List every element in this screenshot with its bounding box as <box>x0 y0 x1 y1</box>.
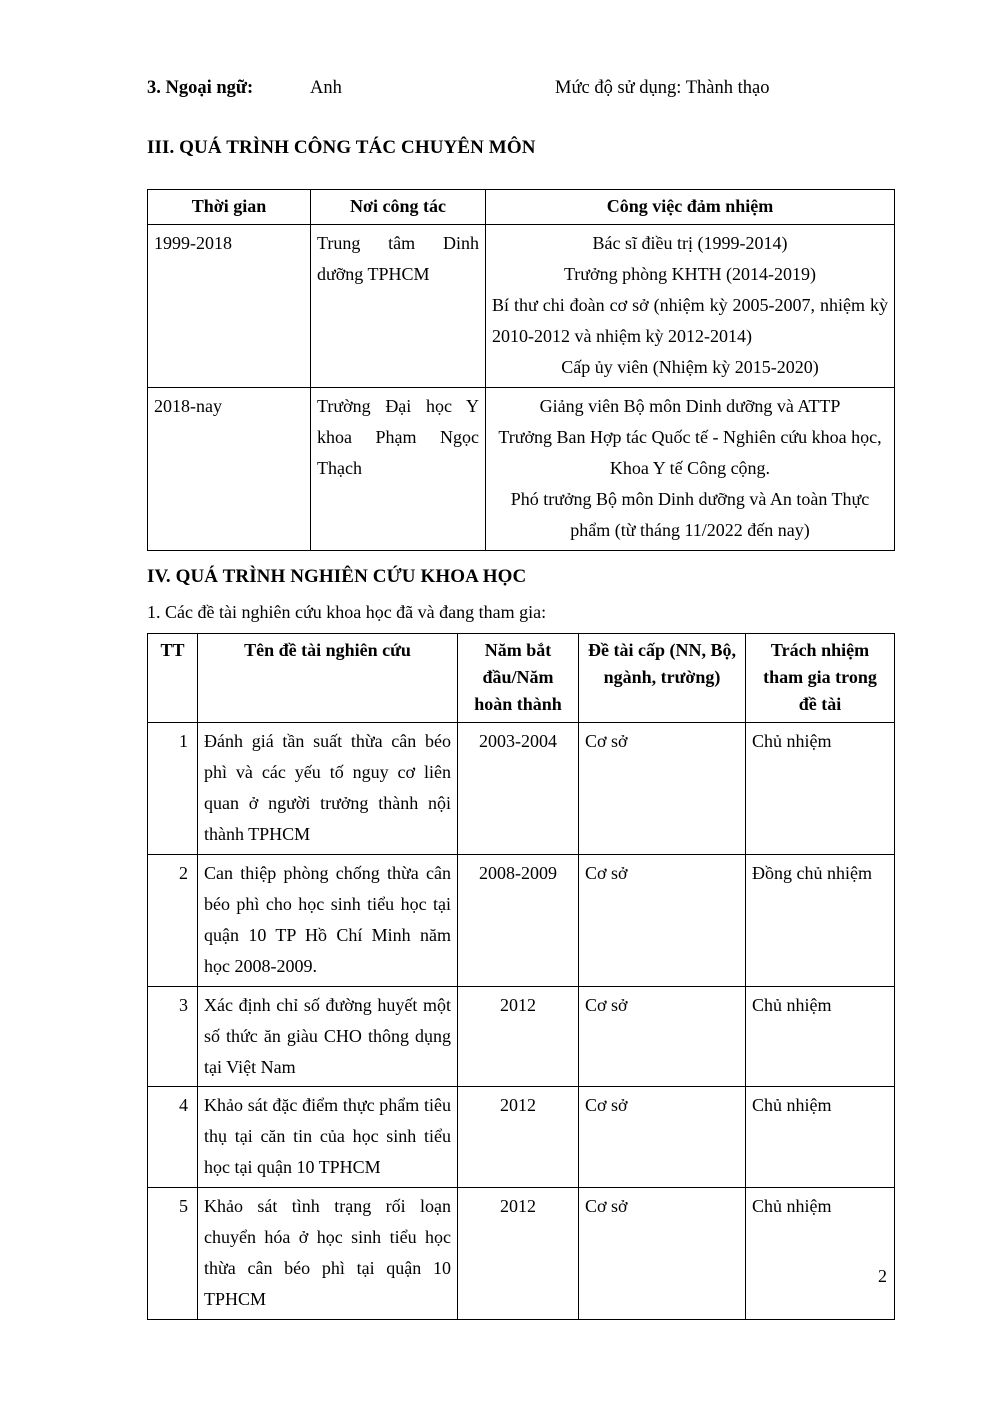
table-row <box>148 986 895 1087</box>
cell-level: Cơ sở <box>579 723 746 855</box>
cell-index: 5 <box>148 1188 198 1320</box>
page-number: 2 <box>878 1266 887 1286</box>
duty-line: Giảng viên Bộ môn Dinh dưỡng và ATTP <box>539 395 841 416</box>
cell-index: 3 <box>148 986 198 1087</box>
table-header-row <box>148 634 895 723</box>
cell-years: 2008-2009 <box>458 854 579 986</box>
column-header-level: Đề tài cấp (NN, Bộ, ngành, trường) <box>579 634 746 723</box>
cell-index: 1 <box>148 723 198 855</box>
cell-index: 4 <box>148 1087 198 1188</box>
cell-responsibility: Đồng chủ nhiệm <box>746 854 895 986</box>
research-projects-table <box>147 633 895 1320</box>
duty-line: Trưởng phòng KHTH (2014-2019) <box>563 263 817 284</box>
cell-index: 2 <box>148 854 198 986</box>
cell-workplace: Trường Đại học Y khoa Phạm Ngọc Thạch <box>311 387 486 550</box>
cell-years: 2012 <box>458 986 579 1087</box>
column-header-workplace: Nơi công tác <box>311 190 486 225</box>
cell-responsibility: Chủ nhiệm <box>746 723 895 855</box>
cell-project-name: Khảo sát tình trạng rối loạn chuyển hóa ở học sinh tiểu học thừa cân béo phì tại quận 10 TPHCM <box>198 1188 458 1320</box>
cell-duties <box>486 225 895 388</box>
duty-line: Phó trưởng Bộ môn Dinh dưỡng và An toàn Thực phẩm (từ tháng 11/2022 đến nay) <box>510 488 870 540</box>
duty-line: Bác sĩ điều trị (1999-2014) <box>592 233 788 253</box>
cell-level: Cơ sở <box>579 1188 746 1320</box>
foreign-language-value: Anh <box>310 78 342 98</box>
cell-level: Cơ sở <box>579 1087 746 1188</box>
duty-line: Cấp ủy viên (Nhiệm kỳ 2015-2020) <box>561 356 819 377</box>
table-row <box>148 723 895 855</box>
cell-project-name: Can thiệp phòng chống thừa cân béo phì cho học sinh tiểu học tại quận 10 TP Hồ Chí Minh năm học 2008-2009. <box>198 854 458 986</box>
table-row <box>148 854 895 986</box>
duty-line: Trưởng Ban Hợp tác Quốc tế - Nghiên cứu khoa học, Khoa Y tế Công cộng. <box>498 426 882 478</box>
cell-time: 1999-2018 <box>148 225 311 388</box>
cell-duties <box>486 387 895 550</box>
column-header-years: Năm bắt đầu/Năm hoàn thành <box>458 634 579 723</box>
column-header-time: Thời gian <box>148 190 311 225</box>
cell-level: Cơ sở <box>579 986 746 1087</box>
table-row <box>148 225 895 388</box>
column-header-project-name: Tên đề tài nghiên cứu <box>198 634 458 723</box>
cell-responsibility: Chủ nhiệm <box>746 1087 895 1188</box>
cell-years: 2012 <box>458 1087 579 1188</box>
foreign-language-proficiency: Mức độ sử dụng: Thành thạo <box>555 78 770 98</box>
section-iv-subheading: 1. Các đề tài nghiên cứu khoa học đã và đang tham gia: <box>147 602 547 622</box>
cell-years: 2003-2004 <box>458 723 579 855</box>
cell-responsibility: Chủ nhiệm <box>746 1188 895 1320</box>
table-row <box>148 1087 895 1188</box>
duty-line: Bí thư chi đoàn cơ sở (nhiệm kỳ 2005-2007, nhiệm kỳ 2010-2012 và nhiệm kỳ 2012-2014) <box>492 294 888 346</box>
cell-responsibility: Chủ nhiệm <box>746 986 895 1087</box>
table-row <box>148 1188 895 1320</box>
cell-project-name: Khảo sát đặc điểm thực phẩm tiêu thụ tại căn tin của học sinh tiểu học tại quận 10 TPHCM <box>198 1087 458 1188</box>
section-iii-heading: III. QUÁ TRÌNH CÔNG TÁC CHUYÊN MÔN <box>147 137 536 158</box>
table-row <box>148 387 895 550</box>
section-iv-heading: IV. QUÁ TRÌNH NGHIÊN CỨU KHOA HỌC <box>147 566 527 587</box>
cell-workplace: Trung tâm Dinh dưỡng TPHCM <box>311 225 486 388</box>
cell-project-name: Đánh giá tần suất thừa cân béo phì và các yếu tố nguy cơ liên quan ở người trưởng thành nội thành TPHCM <box>198 723 458 855</box>
column-header-duties: Công việc đảm nhiệm <box>486 190 895 225</box>
cell-time: 2018-nay <box>148 387 311 550</box>
cell-years: 2012 <box>458 1188 579 1320</box>
table-header-row <box>148 190 895 225</box>
column-header-responsibility: Trách nhiệm tham gia trong đề tài <box>746 634 895 723</box>
foreign-language-line <box>147 76 895 100</box>
cell-level: Cơ sở <box>579 854 746 986</box>
column-header-index: TT <box>148 634 198 723</box>
work-history-table <box>147 189 895 551</box>
foreign-language-label: 3. Ngoại ngữ: <box>147 78 254 98</box>
cell-project-name: Xác định chỉ số đường huyết một số thức ăn giàu CHO thông dụng tại Việt Nam <box>198 986 458 1087</box>
